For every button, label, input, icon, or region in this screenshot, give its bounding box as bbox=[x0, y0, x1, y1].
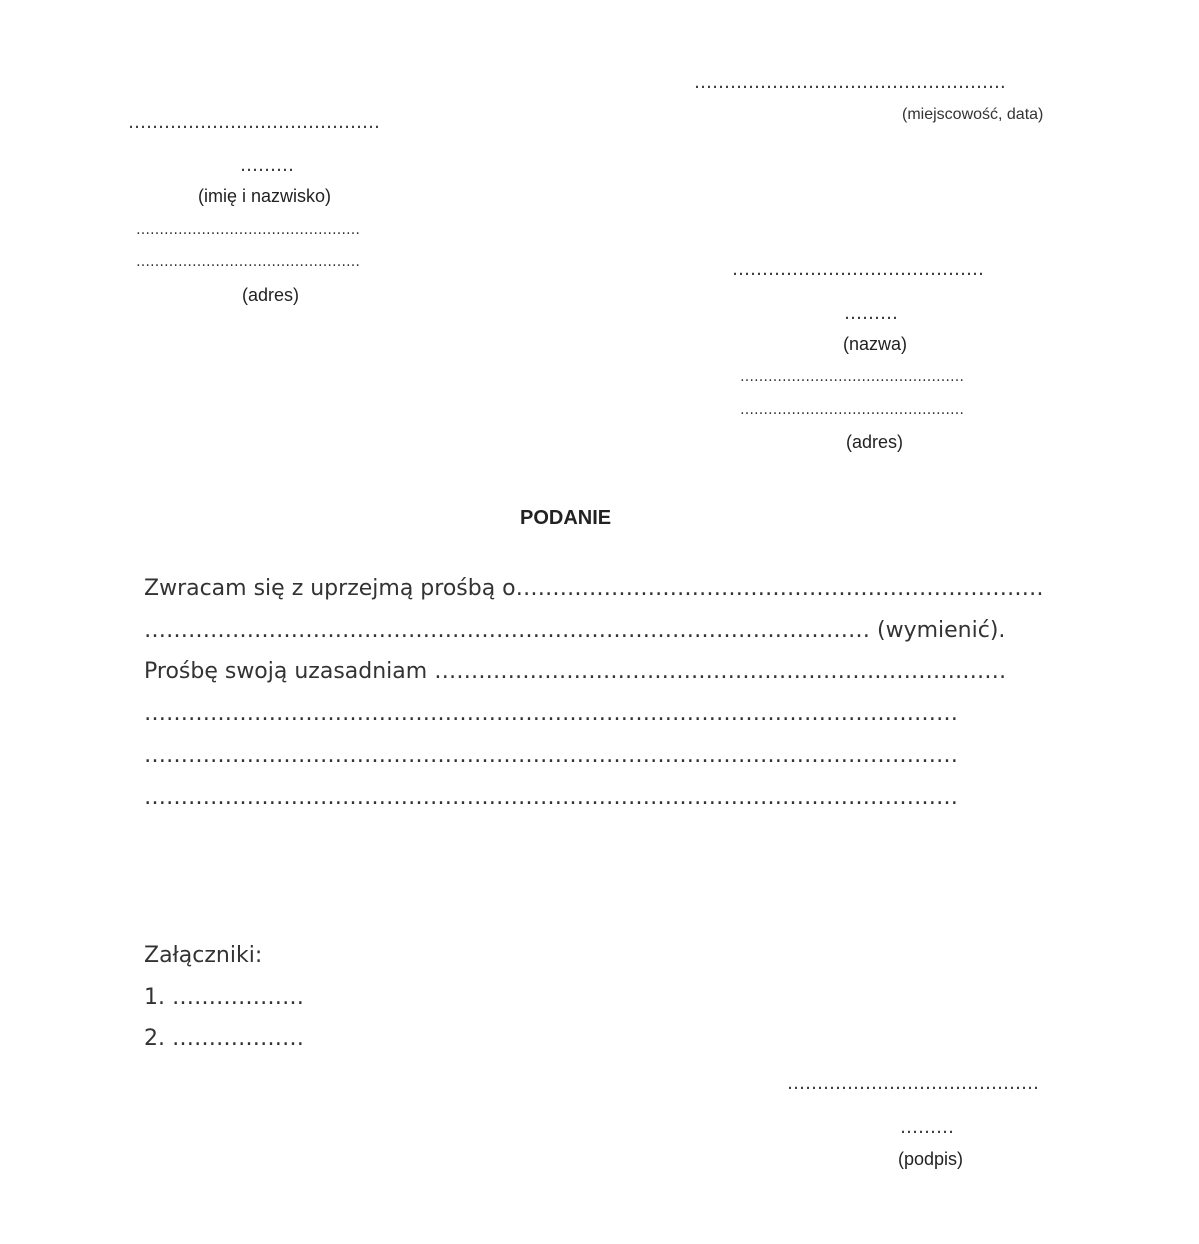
attachment-item-1[interactable]: 1. ……………… bbox=[144, 985, 304, 1010]
recipient-name-line-continuation[interactable]: ……… bbox=[844, 303, 898, 324]
sender-address-line-2[interactable]: ………………………………………… bbox=[136, 254, 360, 270]
recipient-address-label: (adres) bbox=[846, 432, 904, 452]
place-date-line[interactable]: ……………………………………………. bbox=[694, 72, 1006, 93]
sender-name-line-continuation[interactable]: ……… bbox=[240, 155, 294, 176]
signature-line-continuation[interactable]: ……… bbox=[900, 1117, 954, 1138]
signature-line[interactable]: …………………………………… bbox=[787, 1073, 1039, 1094]
sender-name-line[interactable]: …………………………………… bbox=[128, 112, 380, 133]
sender-address-line-1[interactable]: ………………………………………… bbox=[136, 222, 360, 238]
body-line-blank-1[interactable]: ………………………………………………………………………………………………… bbox=[144, 701, 958, 726]
recipient-address-line-1[interactable]: ………………………………………… bbox=[740, 369, 964, 385]
recipient-name-line[interactable]: …………………………………… bbox=[732, 259, 984, 280]
body-line-blank-3[interactable]: ………………………………………………………………………………………………… bbox=[144, 785, 958, 810]
body-line-specify[interactable]: ……………………………………………………………………………………… (wymienić). bbox=[144, 618, 1006, 643]
attachments-heading: Załączniki: bbox=[144, 943, 263, 968]
recipient-address-line-2[interactable]: ………………………………………… bbox=[740, 402, 964, 418]
body-line-justification[interactable]: Prośbę swoją uzasadniam …………………………………………………………………… bbox=[144, 659, 1007, 684]
recipient-name-label: (nazwa) bbox=[843, 334, 908, 354]
signature-label: (podpis) bbox=[898, 1149, 964, 1169]
document-title: PODANIE bbox=[520, 507, 612, 529]
sender-name-label: (imię i nazwisko) bbox=[198, 186, 332, 206]
attachment-item-2[interactable]: 2. ……………… bbox=[144, 1026, 304, 1051]
body-line-blank-2[interactable]: ………………………………………………………………………………………………… bbox=[144, 743, 958, 768]
sender-address-label: (adres) bbox=[242, 285, 300, 305]
body-line-request[interactable]: Zwracam się z uprzejmą prośbą o……………………………………………………………… bbox=[144, 576, 1044, 601]
place-date-label: (miejscowość, data) bbox=[902, 106, 1044, 123]
